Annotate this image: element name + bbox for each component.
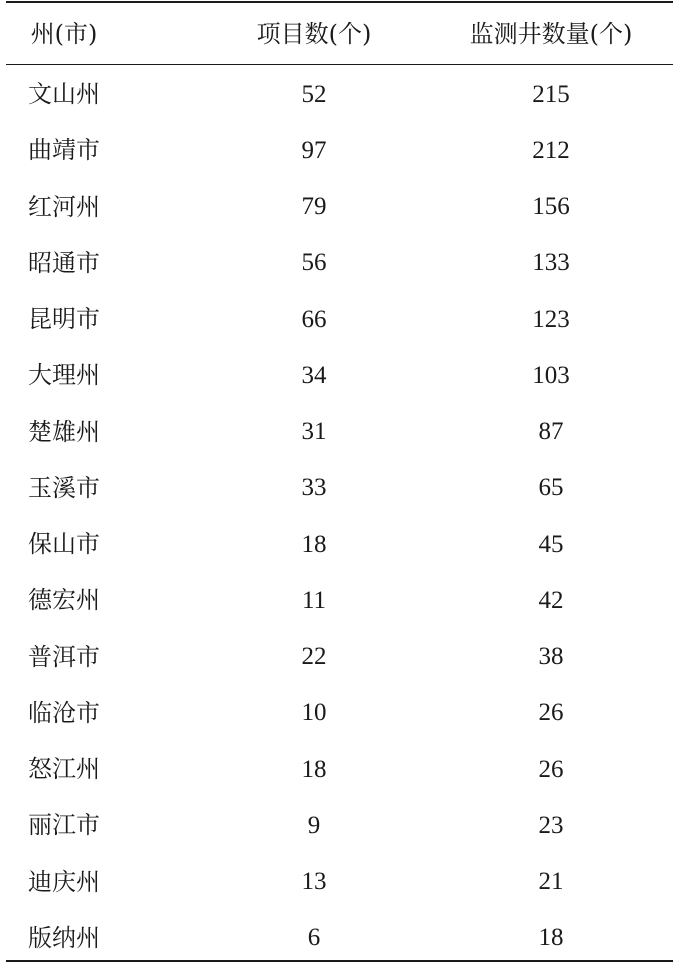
- table-row: [6, 460, 673, 516]
- table-row: [6, 685, 673, 741]
- cell-project-count: 66: [301, 305, 327, 333]
- cell-region: 昆明市: [28, 305, 100, 334]
- cell-region: 曲靖市: [28, 136, 100, 165]
- cell-region: 丽江市: [28, 811, 100, 840]
- cell-project-count: 6: [307, 924, 321, 952]
- table-row: [6, 404, 673, 460]
- cell-region: 迪庆州: [28, 867, 100, 896]
- table-row: [6, 235, 673, 291]
- cell-project-count: 31: [301, 418, 327, 446]
- table-row: [6, 66, 673, 122]
- table-row: [6, 741, 673, 797]
- cell-region: 怒江州: [28, 755, 100, 784]
- table-row: [6, 291, 673, 347]
- cell-region: 昭通市: [28, 248, 100, 277]
- table-row: [6, 854, 673, 910]
- cell-project-count: 33: [301, 474, 327, 502]
- cell-project-count: 97: [301, 136, 327, 164]
- cell-project-count: 56: [301, 249, 327, 277]
- cell-region: 大理州: [28, 361, 100, 390]
- cell-region: 保山市: [28, 530, 100, 559]
- cell-well-count: 42: [538, 586, 564, 614]
- cell-well-count: 212: [532, 136, 570, 164]
- header-rule: [6, 64, 673, 65]
- header-project-count: 项目数(个): [256, 20, 372, 48]
- cell-region: 临沧市: [28, 698, 100, 727]
- cell-region: 版纳州: [28, 923, 100, 952]
- table-row: [6, 572, 673, 628]
- table-row: [6, 347, 673, 403]
- cell-well-count: 23: [538, 811, 564, 839]
- cell-project-count: 9: [307, 811, 321, 839]
- cell-well-count: 18: [538, 924, 564, 952]
- cell-region: 普洱市: [28, 642, 100, 671]
- table-row: [6, 516, 673, 572]
- cell-region: 红河州: [28, 192, 100, 221]
- cell-project-count: 18: [301, 755, 327, 783]
- cell-well-count: 215: [532, 80, 570, 108]
- cell-project-count: 10: [301, 699, 327, 727]
- bottom-rule: [6, 960, 673, 962]
- cell-project-count: 18: [301, 530, 327, 558]
- cell-region: 德宏州: [28, 586, 100, 615]
- header-well-count: 监测井数量(个): [469, 20, 633, 48]
- cell-project-count: 22: [301, 643, 327, 671]
- cell-well-count: 26: [538, 699, 564, 727]
- cell-well-count: 87: [538, 418, 564, 446]
- cell-well-count: 45: [538, 530, 564, 558]
- table-body: [0, 66, 675, 960]
- table-row: [6, 629, 673, 685]
- header-region: 州(市): [30, 20, 98, 48]
- top-rule: [6, 1, 673, 3]
- table-row: [6, 910, 673, 966]
- table-row: [6, 179, 673, 235]
- cell-region: 文山州: [28, 80, 100, 109]
- cell-project-count: 52: [301, 80, 327, 108]
- cell-well-count: 21: [538, 868, 564, 896]
- cell-well-count: 26: [538, 755, 564, 783]
- cell-region: 玉溪市: [28, 473, 100, 502]
- table-row: [6, 122, 673, 178]
- cell-project-count: 11: [301, 586, 327, 614]
- cell-well-count: 38: [538, 643, 564, 671]
- table-header: [6, 4, 673, 64]
- cell-well-count: 103: [532, 361, 570, 389]
- cell-region: 楚雄州: [28, 417, 100, 446]
- cell-well-count: 156: [532, 193, 570, 221]
- cell-project-count: 13: [301, 868, 327, 896]
- cell-well-count: 65: [538, 474, 564, 502]
- cell-well-count: 133: [532, 249, 570, 277]
- cell-project-count: 34: [301, 361, 327, 389]
- table-row: [6, 797, 673, 853]
- cell-project-count: 79: [301, 193, 327, 221]
- cell-well-count: 123: [532, 305, 570, 333]
